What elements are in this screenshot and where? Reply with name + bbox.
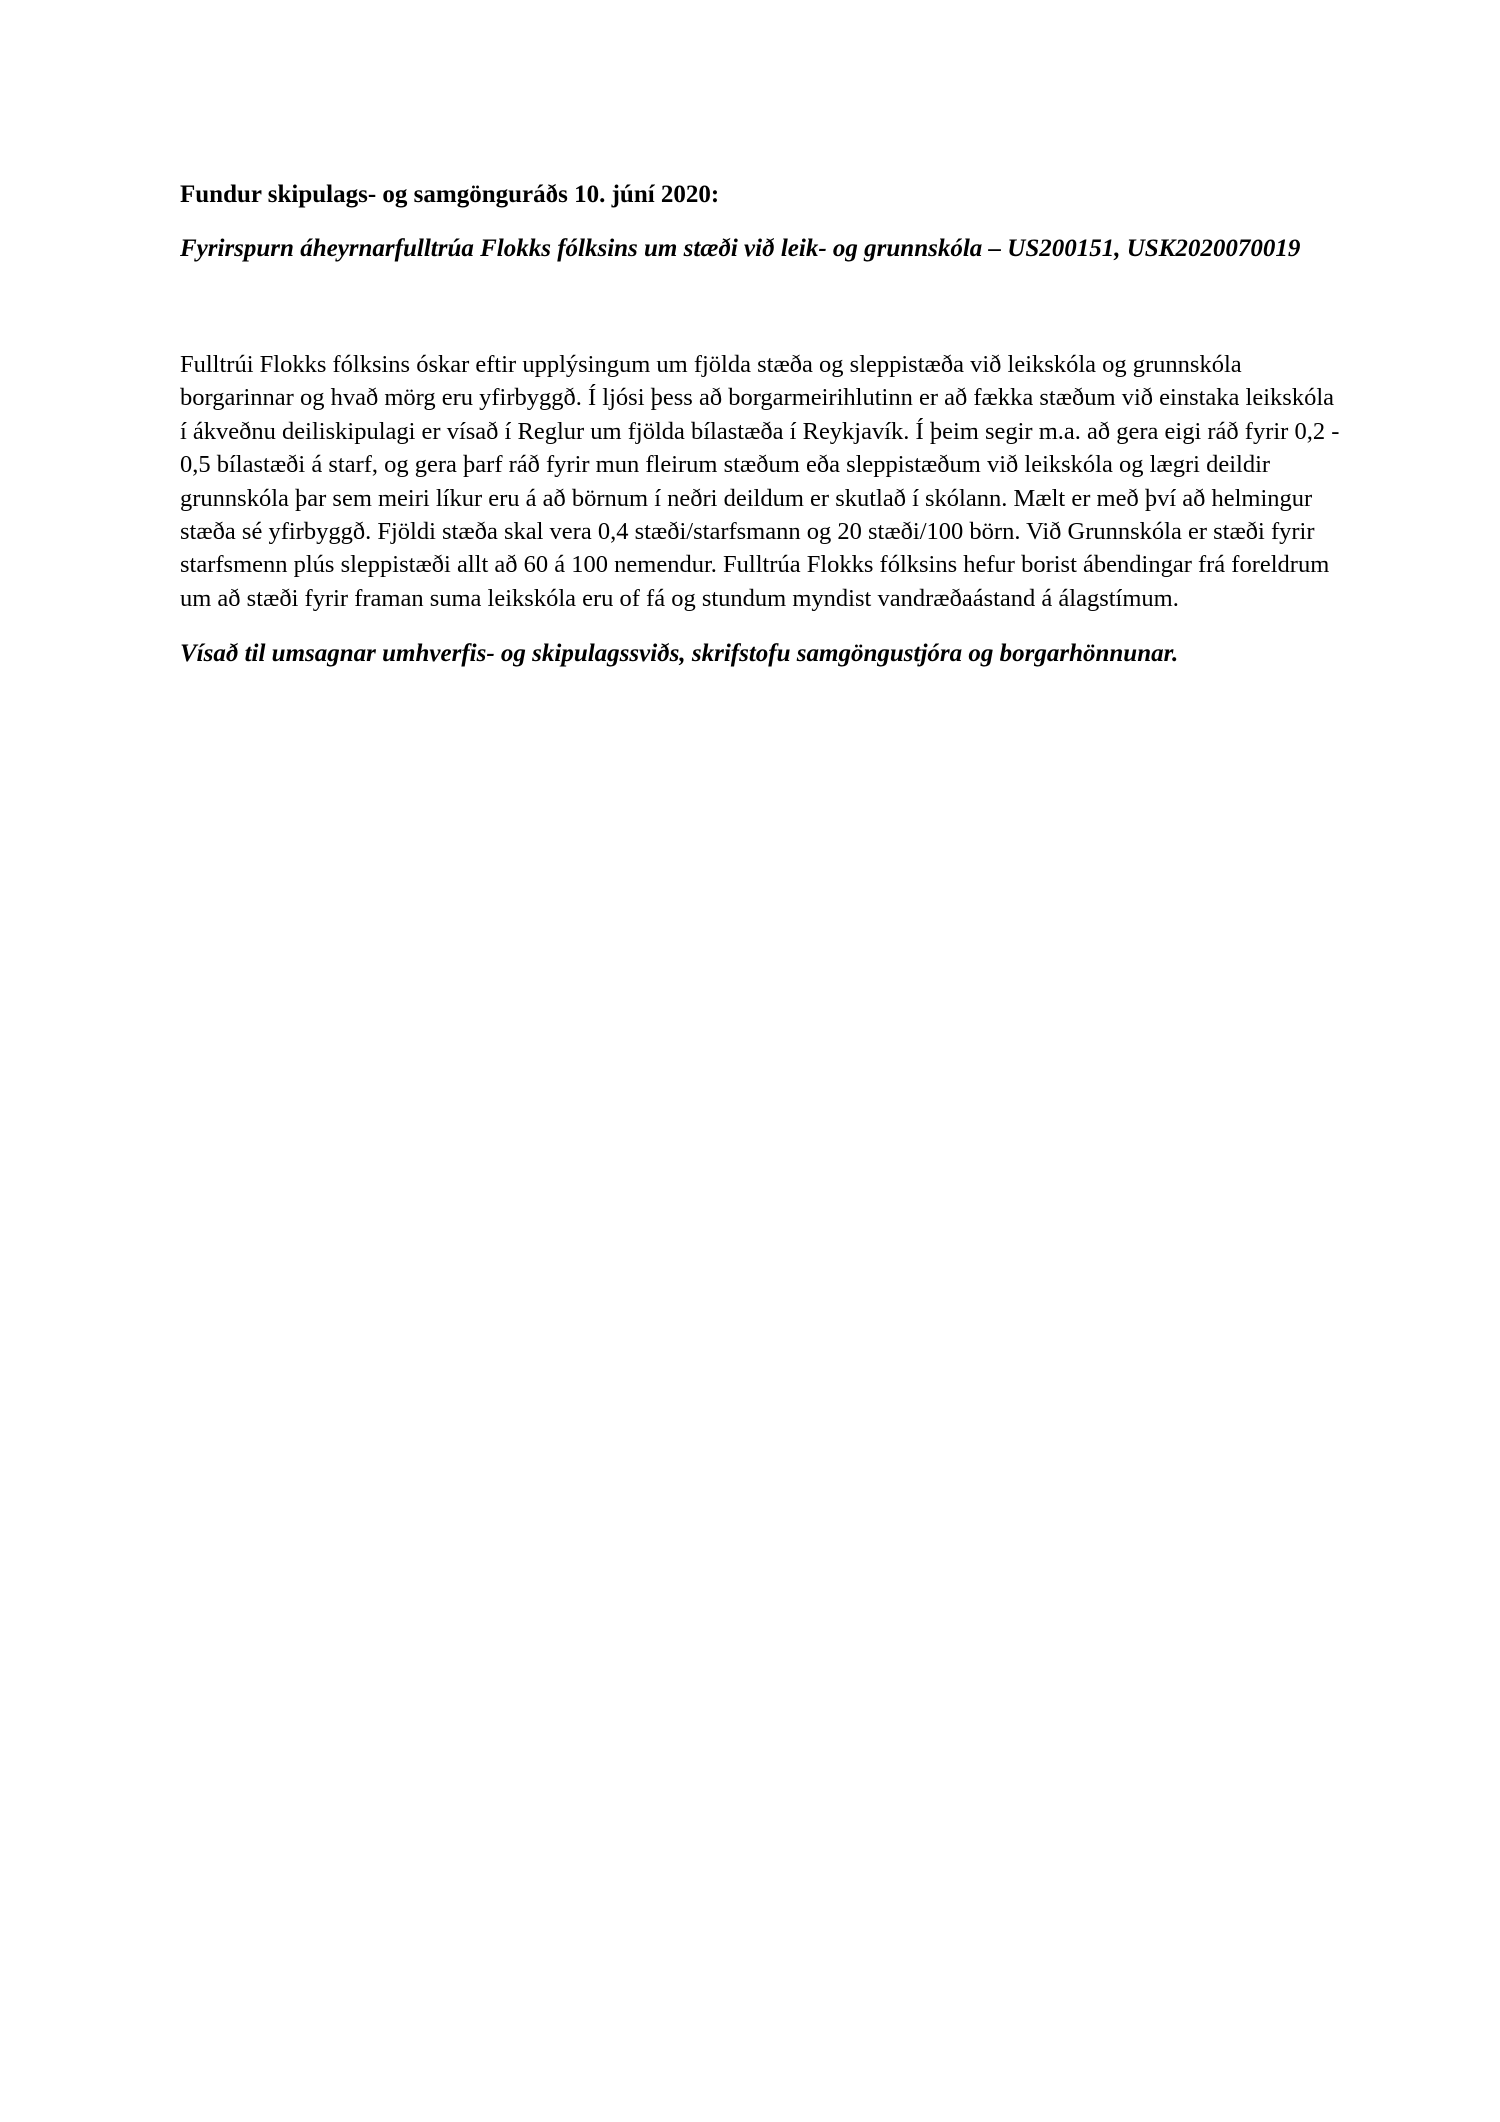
- inquiry-body: Fulltrúi Flokks fólksins óskar eftir upplýsingum um fjölda stæða og sleppistæða við leikskóla og grunnskóla borgarinnar og hvað mörg eru yfirbyggð. Í ljósi þess að borgarmeirihlutinn er að fækka stæðum við einstaka leikskóla í ákveðnu deiliskipulagi er vísað í Reglur um fjölda bílastæða í Reykjavík. Í þeim segir m.a. að gera eigi ráð fyrir 0,2 - 0,5 bílastæði á starf, og gera þarf ráð fyrir mun fleirum stæðum eða sleppistæðum við leikskóla og lægri deildir grunnskóla þar sem meiri líkur eru á að börnum í neðri deildum er skutlað í skólann. Mælt er með því að helmingur stæða sé yfirbyggð. Fjöldi stæða skal vera 0,4 stæði/starfsmann og 20 stæði/100 börn. Við Grunnskóla er stæði fyrir starfsmenn plús sleppistæði allt að 60 á 100 nemendur. Fulltrúa Flokks fólksins hefur borist ábendingar frá foreldrum um að stæði fyrir framan suma leikskóla eru of fá og stundum myndist vandræðaástand á álagstímum.: [180, 351, 1340, 612]
- meeting-heading: Fundur skipulags- og samgönguráðs 10. júní 2020:: [180, 181, 720, 208]
- referral-note: Vísað til umsagnar umhverfis- og skipulagssviðs, skrifstofu samgöngustjóra og borgarhönnunar.: [180, 640, 1179, 668]
- inquiry-title: Fyrirspurn áheyrnarfulltrúa Flokks fólksins um stæði við leik- og grunnskóla – US200151, USK2020070019: [180, 235, 1301, 262]
- document-content: [180, 178, 1340, 671]
